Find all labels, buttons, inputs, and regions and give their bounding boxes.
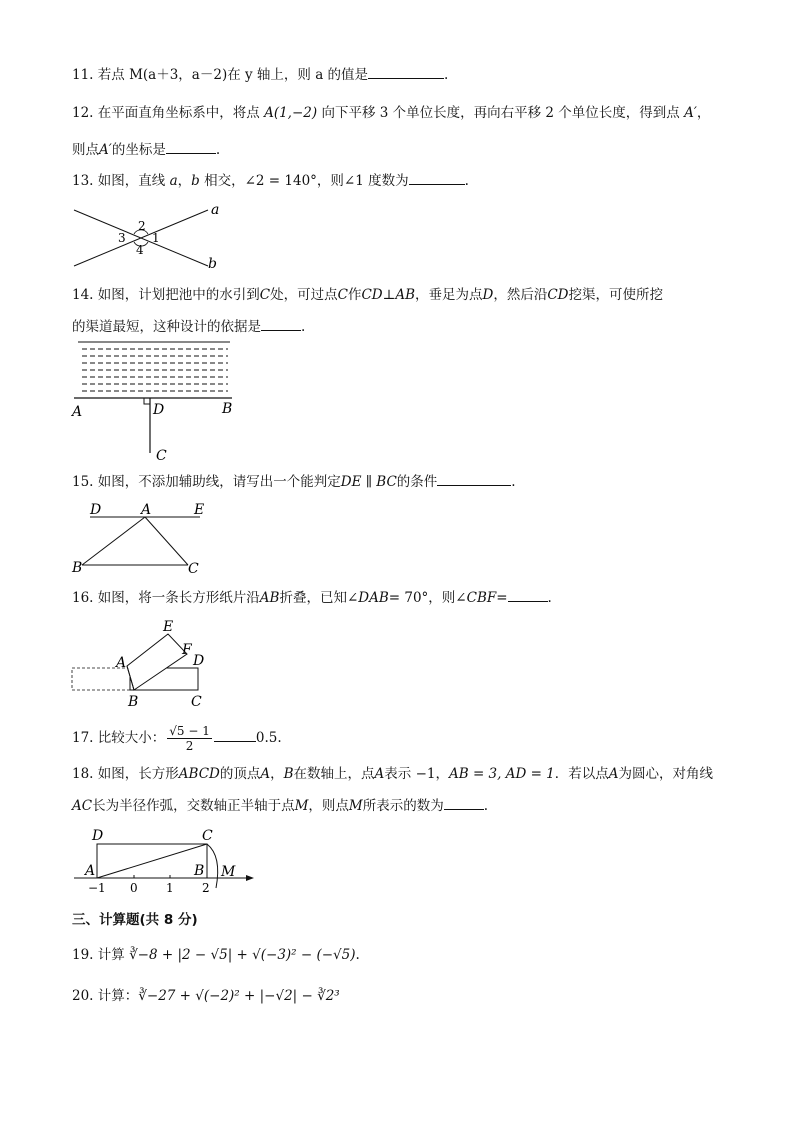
q16-label-b: B [128,694,139,710]
q18-point-b: B [283,766,294,782]
q14-answer-blank[interactable] [261,318,301,331]
q11-answer-blank[interactable] [368,66,444,79]
q20-number: 20. [72,988,94,1004]
q20-expression: ∛−27 + √(−2)² + |−√2| − ∛2³ [138,988,340,1004]
q18-end: . [483,798,489,814]
q14-text5: ，然后沿 [493,287,548,303]
section-3-title: 三、计算题(共 8 分) [72,912,198,928]
q16-figure [70,616,230,712]
q16-label-e: E [163,619,174,635]
question-12-line2 [72,141,220,159]
q17-number: 17. [72,730,94,746]
q16-answer-blank[interactable] [508,589,548,602]
q19-text: 计算 [97,947,125,963]
q18-line2d: 所表示的数为 [362,798,444,814]
q16-label-c: C [191,694,202,710]
q16-label-d: D [193,653,205,669]
q18-text1: 如图，长方形 [97,766,179,782]
q16-dashed-strip [72,668,130,690]
q14-text4: ，垂足为点 [415,287,483,303]
question-20 [72,987,340,1005]
q18-line2c: ，则点 [308,798,349,814]
q18-figure [70,826,260,896]
q13-line-a: a [169,173,178,189]
q15-answer-blank[interactable] [437,473,511,486]
q12-answer-blank[interactable] [166,141,216,154]
q15-label-a: A [141,502,152,518]
q12-point-prime: A′ [684,105,697,121]
q18-text5: ．若以点 [554,766,609,782]
q18-text4: 表示 −1， [384,766,449,782]
q14-line2: 的渠道最短，这种设计的依据是 [72,319,261,335]
q15-end: . [511,474,516,490]
question-17 [72,721,282,755]
q18-tick-2: 2 [202,881,210,895]
q12-point-prime-2: A′ [99,142,112,158]
q14-cd-2: CD [547,287,569,303]
question-14 [72,286,663,304]
q15-segment-ac [145,517,188,565]
q15-segment-ab [82,517,145,565]
q18-condition: AB = 3, AD = 1 [448,766,555,782]
q11-text: 若点 M(a＋3，a－2)在 y 轴上，则 a 的值是 [97,67,369,83]
q20-text: 计算： [97,988,139,1004]
q14-figure [70,338,245,466]
q17-denominator: 2 [185,739,194,753]
q14-point-d: D [482,287,494,303]
q13-figure [68,200,238,272]
q15-text1: 如图，不添加辅助线，请写出一个能判定 [97,474,341,490]
q14-text2: 处，可过点 [270,287,338,303]
q13-line-b: b [191,173,200,189]
q13-label-1: 1 [152,231,160,245]
q18-text6: 为圆心，对角线 [618,766,714,782]
q17-numerator: √5 − 1 [169,724,210,738]
q13-text2: 相交，∠2 = 140°，则∠1 度数为 [204,173,409,189]
q18-label-c: C [202,828,213,844]
q14-label-c: C [156,448,167,464]
q14-ab: AB [395,287,415,303]
question-12 [72,104,710,122]
q14-right-angle [144,398,150,404]
q13-text1: 如图，直线 [97,173,166,189]
q18-abcd: ABCD [178,766,220,782]
q13-number: 13. [72,173,94,189]
q18-point-m-2: M [348,798,363,814]
q13-label-b: b [208,256,217,272]
question-15 [72,473,516,491]
question-19 [72,946,360,964]
q13-label-4: 4 [136,243,144,257]
q15-label-c: C [188,561,199,576]
q18-label-m: M [221,864,236,880]
q15-label-d: D [90,502,102,518]
q16-text2: 折叠，已知∠ [279,590,359,606]
q15-text2: 的条件 [396,474,438,490]
question-11 [72,66,448,84]
q12-number: 12. [72,105,94,121]
question-14-line2 [72,318,305,336]
q14-label-a: A [72,404,83,420]
q11-end: . [444,67,449,83]
q16-text3: = 70°，则∠ [388,590,467,606]
q18-point-a-3: A [608,766,619,782]
q14-point-c-2: C [337,287,348,303]
q18-number: 18. [72,766,94,782]
q14-cd: CD [361,287,383,303]
q13-answer-blank[interactable] [409,172,465,185]
q16-text1: 如图，将一条长方形纸片沿 [97,590,260,606]
q14-label-d: D [153,402,165,418]
question-16 [72,589,552,607]
q16-folded-part [127,634,187,690]
q18-point-a: A [260,766,271,782]
q12-text4: 的坐标是 [111,142,166,158]
q18-point-a-2: A [374,766,385,782]
q17-fraction [167,724,212,753]
q18-point-m: M [294,798,309,814]
q15-number: 15. [72,474,94,490]
q18-text3: 在数轴上，点 [293,766,375,782]
q12-comma: ， [696,105,711,121]
question-18 [72,765,713,783]
q18-tick-1: 1 [166,881,174,895]
q13-end: . [464,173,469,189]
q16-dab: DAB [358,590,389,606]
q16-cbf: CBF [466,590,497,606]
q16-text4: = [496,590,508,606]
q12-text3: 则点 [72,142,99,158]
q13-label-a: a [211,202,220,218]
q18-diagonal-ac [97,844,207,878]
q15-label-b: B [72,560,83,576]
q19-number: 19. [72,947,94,963]
q16-number: 16. [72,590,94,606]
q17-text2: 0.5. [255,730,282,746]
q15-figure [70,502,220,576]
q13-label-2: 2 [138,219,146,233]
q18-label-d: D [92,828,104,844]
q16-label-a: A [116,655,127,671]
q12-point: A(1,−2) [264,105,318,121]
q14-text6: 挖渠，可使所挖 [568,287,663,303]
q18-label-b: B [194,863,205,879]
q18-sep: ， [270,766,284,782]
q18-line2b: 长为半径作弧，交数轴正半轴于点 [92,798,295,814]
q18-label-a: A [85,863,96,879]
q18-axis-arrow [246,875,254,881]
q12-text1: 在平面直角坐标系中，将点 [97,105,260,121]
q19-expression: ∛−8 + |2 − √5| + √(−3)² − (−√5) [129,947,356,963]
q16-ab: AB [259,590,280,606]
q14-text3: 作 [347,287,362,303]
q16-end: . [547,590,552,606]
q13-sep: ， [177,173,192,189]
q14-number: 14. [72,287,94,303]
q12-text2: 向下平移 3 个单位长度，再向右平移 2 个单位长度，得到点 [321,105,680,121]
q18-tick-0: 0 [130,881,138,895]
q18-tick-minus1: −1 [88,881,106,895]
q14-point-c: C [259,287,271,303]
q18-ac: AC [72,798,93,814]
q19-end: . [355,947,360,963]
question-13 [72,172,469,190]
q17-answer-blank[interactable] [214,729,256,742]
q14-perp: ⊥ [382,287,396,303]
q18-text2: 的顶点 [219,766,261,782]
q14-text1: 如图，计划把池中的水引到 [97,287,260,303]
q14-label-b: B [222,401,233,417]
q14-end: . [301,319,306,335]
q17-text1: 比较大小： [97,730,166,746]
q14-water [82,349,228,391]
q15-label-e: E [194,502,205,518]
q13-label-3: 3 [118,231,126,245]
question-18-line2 [72,797,488,815]
q11-number: 11. [72,67,94,83]
q18-answer-blank[interactable] [444,797,484,810]
q16-label-f: F [182,642,192,658]
q15-relation: DE ∥ BC [340,474,397,490]
q12-end: . [215,142,221,158]
